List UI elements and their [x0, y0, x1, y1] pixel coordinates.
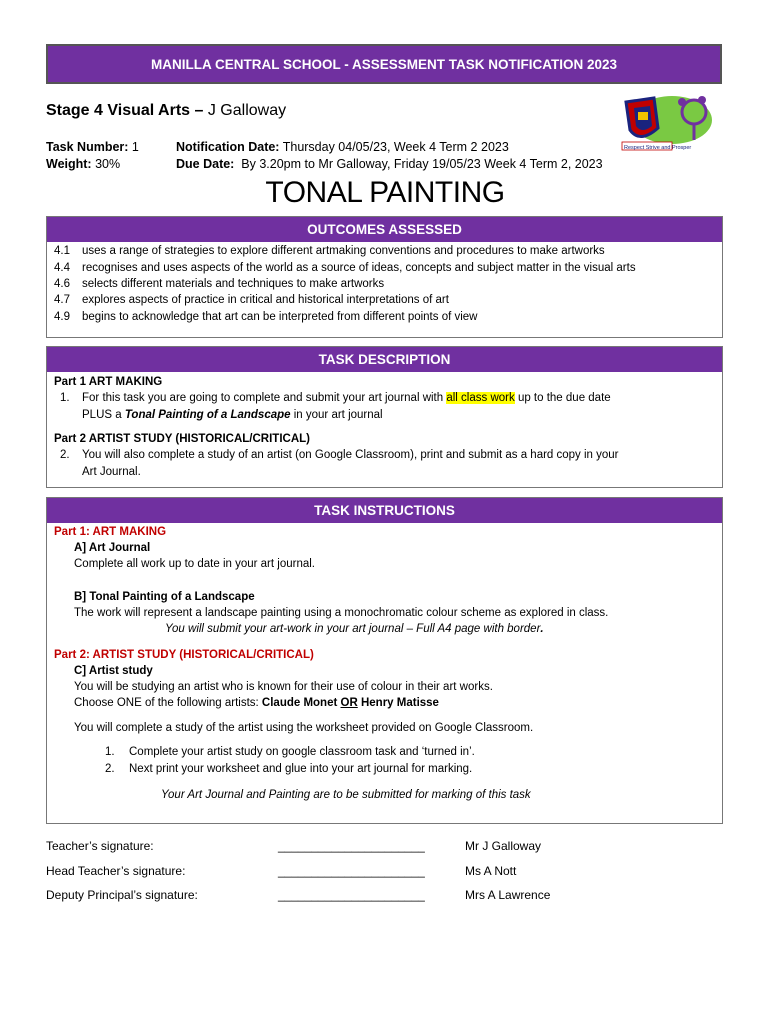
desc-item1-plus: PLUS a [82, 409, 125, 421]
due-value: By 3.20pm to Mr Galloway, Friday 19/05/23 Week 4 Term 2, 2023 [234, 157, 603, 171]
outcome-item [54, 245, 605, 257]
signature-name: Mr J Galloway [465, 839, 542, 853]
outcome-text: uses a range of strategies to explore different artmaking conventions and procedures to make artworks [82, 245, 605, 257]
artist-monet: Claude Monet [261, 697, 338, 709]
submission-note [165, 623, 544, 635]
banner-text: MANILLA CENTRAL SCHOOL - ASSESSMENT TASK NOTIFICATION 2023 [150, 56, 618, 72]
outcome-text: explores aspects of practice in critical and historical interpretations of art [82, 294, 449, 306]
course-name: Stage 4 Visual Arts [46, 102, 191, 119]
submission-note-text: You will submit your art-work in your art journal – Full A4 page with border [165, 623, 541, 635]
art-journal-title: A] Art Journal [74, 542, 151, 554]
signature-line: ______________________ [278, 864, 425, 878]
step-item [105, 746, 475, 758]
header-banner [46, 44, 722, 84]
notification-label: Notification Date: [176, 140, 280, 154]
task-number [46, 140, 139, 154]
outcome-code: 4.6 [54, 278, 70, 290]
weight [46, 157, 120, 171]
worksheet-text: You will complete a study of the artist using the worksheet provided on Google Classroom. [74, 722, 534, 734]
step-num: 1. [105, 746, 115, 758]
desc-item1-tail: in your art journal [290, 409, 383, 421]
artist-choice-text: Choose ONE of the following artists: [74, 697, 262, 709]
school-logo [614, 92, 716, 154]
due-label: Due Date: [176, 157, 235, 171]
desc-part1-title: Part 1 ART MAKING [54, 376, 163, 388]
signature-role: Teacher’s signature: [46, 839, 154, 853]
step-num: 2. [105, 763, 115, 775]
task-number-value: 1 [128, 140, 139, 154]
signature-line: ______________________ [278, 839, 425, 853]
task-number-label: Task Number: [46, 140, 129, 154]
description-heading: TASK DESCRIPTION [47, 347, 722, 372]
weight-label: Weight: [46, 157, 92, 171]
desc-part2-title: Part 2 ARTIST STUDY (HISTORICAL/CRITICAL) [54, 433, 310, 445]
outcome-code: 4.7 [54, 294, 70, 306]
artist-or: OR [340, 697, 358, 709]
artist-matisse: Henry Matisse [360, 697, 439, 709]
art-journal-text: Complete all work up to date in your art journal. [74, 558, 315, 570]
artist-study-title: C] Artist study [74, 665, 153, 677]
submission-note-end: . [540, 623, 544, 635]
desc-item1-text: For this task you are going to complete and submit your art journal with [82, 392, 447, 404]
outcome-code: 4.1 [54, 245, 70, 257]
outcome-code: 4.9 [54, 311, 70, 323]
artist-study-text: You will be studying an artist who is known for their use of colour in their art works. [74, 681, 493, 693]
signature-name: Mrs A Lawrence [465, 888, 551, 902]
signature-line: ______________________ [278, 888, 425, 902]
desc-item2 [60, 449, 619, 461]
weight-value: 30% [91, 157, 121, 171]
instructions-heading: TASK INSTRUCTIONS [47, 498, 722, 523]
outcomes-box [46, 216, 723, 338]
signature-role: Deputy Principal’s signature: [46, 888, 198, 902]
signature-role: Head Teacher’s signature: [46, 864, 186, 878]
artist-choice [74, 697, 439, 709]
instructions-footer: Your Art Journal and Painting are to be submitted for marking of this task [161, 789, 531, 801]
signature-name: Ms A Nott [465, 864, 517, 878]
desc-item2-text: You will also complete a study of an artist (on Google Classroom), print and submit as a hard copy in your [82, 449, 619, 461]
outcome-text: recognises and uses aspects of the world as a source of ideas, concepts and subject matter in the visual arts [82, 262, 636, 274]
outcome-text: selects different materials and techniques to make artworks [82, 278, 385, 290]
highlighted-text: all class work [446, 392, 515, 404]
logo-caption: Respect Strive and Prosper [624, 145, 692, 151]
step-item [105, 763, 472, 775]
instr-part1-title: Part 1: ART MAKING [54, 526, 167, 538]
outcome-text: begins to acknowledge that art can be interpreted from different points of view [82, 311, 478, 323]
outcome-item [54, 262, 636, 274]
notification-value: Thursday 04/05/23, Week 4 Term 2 2023 [279, 140, 509, 154]
step-text: Complete your artist study on google classroom task and ‘turned in’. [129, 746, 475, 758]
desc-item2-cont: Art Journal. [82, 466, 141, 478]
instructions-box [46, 497, 723, 824]
tonal-painting-emphasis: Tonal Painting of a Landscape [124, 409, 291, 421]
outcome-code: 4.4 [54, 262, 70, 274]
desc-item2-num: 2. [60, 449, 70, 461]
desc-item1-num: 1. [60, 392, 70, 404]
instr-part2-title: Part 2: ARTIST STUDY (HISTORICAL/CRITICAL) [54, 649, 314, 661]
desc-item1-text-end: up to the due date [514, 392, 611, 404]
desc-item1 [60, 392, 611, 404]
notification-date [176, 140, 509, 154]
tonal-painting-title: B] Tonal Painting of a Landscape [74, 591, 255, 603]
outcome-item [54, 311, 478, 323]
teacher-name: J Galloway [207, 102, 287, 119]
page-title: TONAL PAINTING [265, 176, 505, 209]
desc-item1-cont [82, 409, 383, 421]
step-text: Next print your worksheet and glue into your art journal for marking. [129, 763, 473, 775]
outcomes-heading: OUTCOMES ASSESSED [47, 217, 722, 242]
outcome-item [54, 278, 384, 290]
description-box [46, 346, 723, 488]
outcome-item [54, 294, 449, 306]
tonal-painting-text: The work will represent a landscape painting using a monochromatic colour scheme as explored in class. [74, 607, 609, 619]
subject-dash: – [190, 102, 208, 119]
due-date [176, 157, 603, 171]
subject-line [46, 102, 286, 120]
